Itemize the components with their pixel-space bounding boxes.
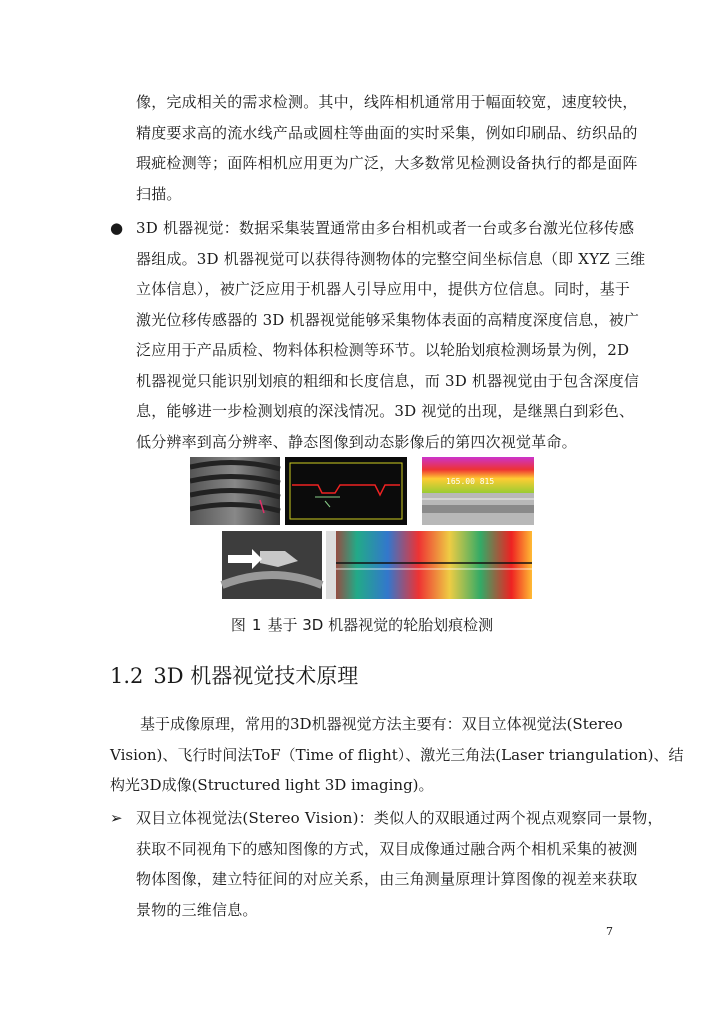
tire-scratch-figure (190, 455, 540, 605)
tire-closeup-photo (222, 531, 322, 599)
profile-plot (285, 457, 407, 525)
caption-text: 基于 3D 机器视觉的轮胎划痕检测 (267, 616, 494, 634)
paragraph-methods-intro (110, 709, 684, 801)
text-line: 息，能够进一步检测划痕的深浅情况。3D 视觉的出现，是继黑白到彩色、 (136, 402, 635, 420)
text-line: 3D 机器视觉：数据采集装置通常由多台相机或者一台或多台激光位移传感 (136, 219, 635, 237)
text-line: 构光3D成像(Structured light 3D imaging)。 (110, 776, 434, 794)
text-line: 低分辨率到高分辨率、静态图像到动态影像后的第四次视觉革命。 (136, 432, 577, 451)
heatmap-image (326, 531, 532, 599)
text-line: 激光位移传感器的 3D 机器视觉能够采集物体表面的高精度深度信息，被广 (136, 310, 640, 329)
text-line: 瑕疵检测等；面阵相机应用更为广泛，大多数常见检测设备执行的都是面阵 (136, 154, 638, 172)
text-line: 泛应用于产品质检、物料体积检测等环节。以轮胎划痕检测场景为例，2D (136, 341, 630, 359)
bullet-arrow-icon: ➢ (110, 809, 123, 827)
text-line: 获取不同视角下的感知图像的方式，双目成像通过融合两个相机采集的被测 (136, 839, 638, 858)
text-line: Vision)、飞行时间法ToF（Time of flight）、激光三角法(Laser triangulation)、结 (110, 745, 684, 764)
text-line: 像，完成相关的需求检测。其中，线阵相机通常用于幅面较宽，速度较快， (136, 93, 638, 111)
bullet-dot-icon: ● (110, 219, 124, 237)
figure-caption (0, 614, 724, 635)
text-line: 精度要求高的流水线产品或圆柱等曲面的实时采集，例如印刷品、纺织品的 (136, 123, 638, 142)
text-line: 立体信息），被广泛应用于机器人引导应用中，提供方位信息。同时，基于 (136, 280, 631, 298)
text-line: 景物的三维信息。 (136, 900, 258, 919)
text-line: 器组成。3D 机器视觉可以获得待测物体的完整空间坐标信息（即 XYZ 三维 (136, 249, 646, 268)
page-number: 7 (606, 925, 613, 938)
text-line: 物体图像，建立特征间的对应关系，由三角测量原理计算图像的视差来获取 (136, 870, 638, 888)
paragraph-stereo-vision (136, 803, 663, 925)
grayscale-scan (422, 493, 534, 525)
text-line: 双目立体视觉法(Stereo Vision)：类似人的双眼通过两个视点观察同一景物， (136, 809, 663, 827)
section-number: 1.2 (110, 664, 144, 688)
section-heading (110, 660, 358, 690)
text-line: 扫描。 (136, 184, 182, 203)
text-line: 机器视觉只能识别划痕的粗细和长度信息，而 3D 机器视觉由于包含深度信 (136, 371, 640, 390)
paragraph-line-scan (136, 87, 638, 209)
section-title: 3D 机器视觉技术原理 (153, 664, 359, 688)
text-line: 基于成像原理，常用的3D机器视觉方法主要有：双目立体视觉法(Stereo (140, 715, 623, 733)
depth-map-image (422, 457, 534, 493)
caption-number: 1 (251, 616, 262, 634)
measurement-value: 165.00 815 (446, 477, 495, 486)
paragraph-3d-vision (136, 213, 646, 457)
caption-label: 图 (230, 616, 246, 634)
tire-photo (190, 457, 280, 525)
